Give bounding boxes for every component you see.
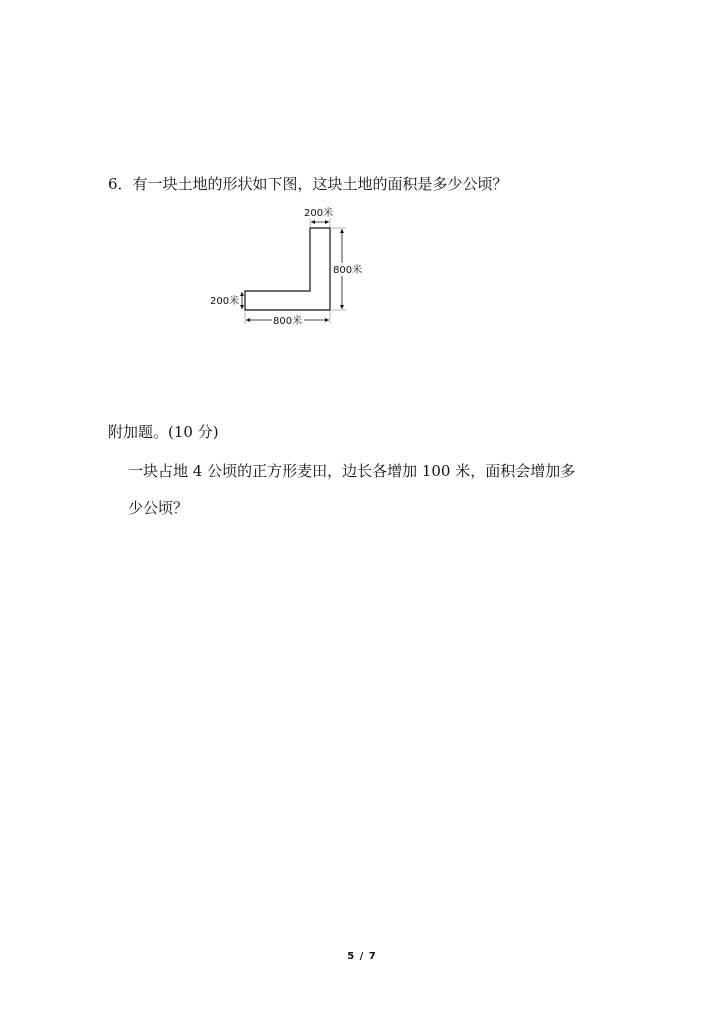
page-number: 5 / 7 — [347, 951, 377, 962]
bonus-heading: 附加题。(10 分) — [108, 423, 219, 441]
question-6-text: 6．有一块土地的形状如下图，这块土地的面积是多少公顷？ — [108, 175, 508, 193]
bottom-width-label: 800米 — [273, 316, 303, 327]
top-width-label: 200米 — [304, 208, 334, 219]
top-dimension-arrow — [311, 220, 329, 224]
left-height-label: 200米 — [210, 296, 240, 307]
right-height-label: 800米 — [333, 265, 363, 276]
left-dimension-arrow — [240, 292, 244, 309]
l-shape-outline — [245, 228, 330, 310]
bonus-question-line-2: 少公顷？ — [128, 499, 189, 517]
l-shape-land-diagram — [200, 200, 380, 340]
bonus-question-line-1: 一块占地 4 公顷的正方形麦田，边长各增加 100 米，面积会增加多 — [128, 462, 576, 480]
